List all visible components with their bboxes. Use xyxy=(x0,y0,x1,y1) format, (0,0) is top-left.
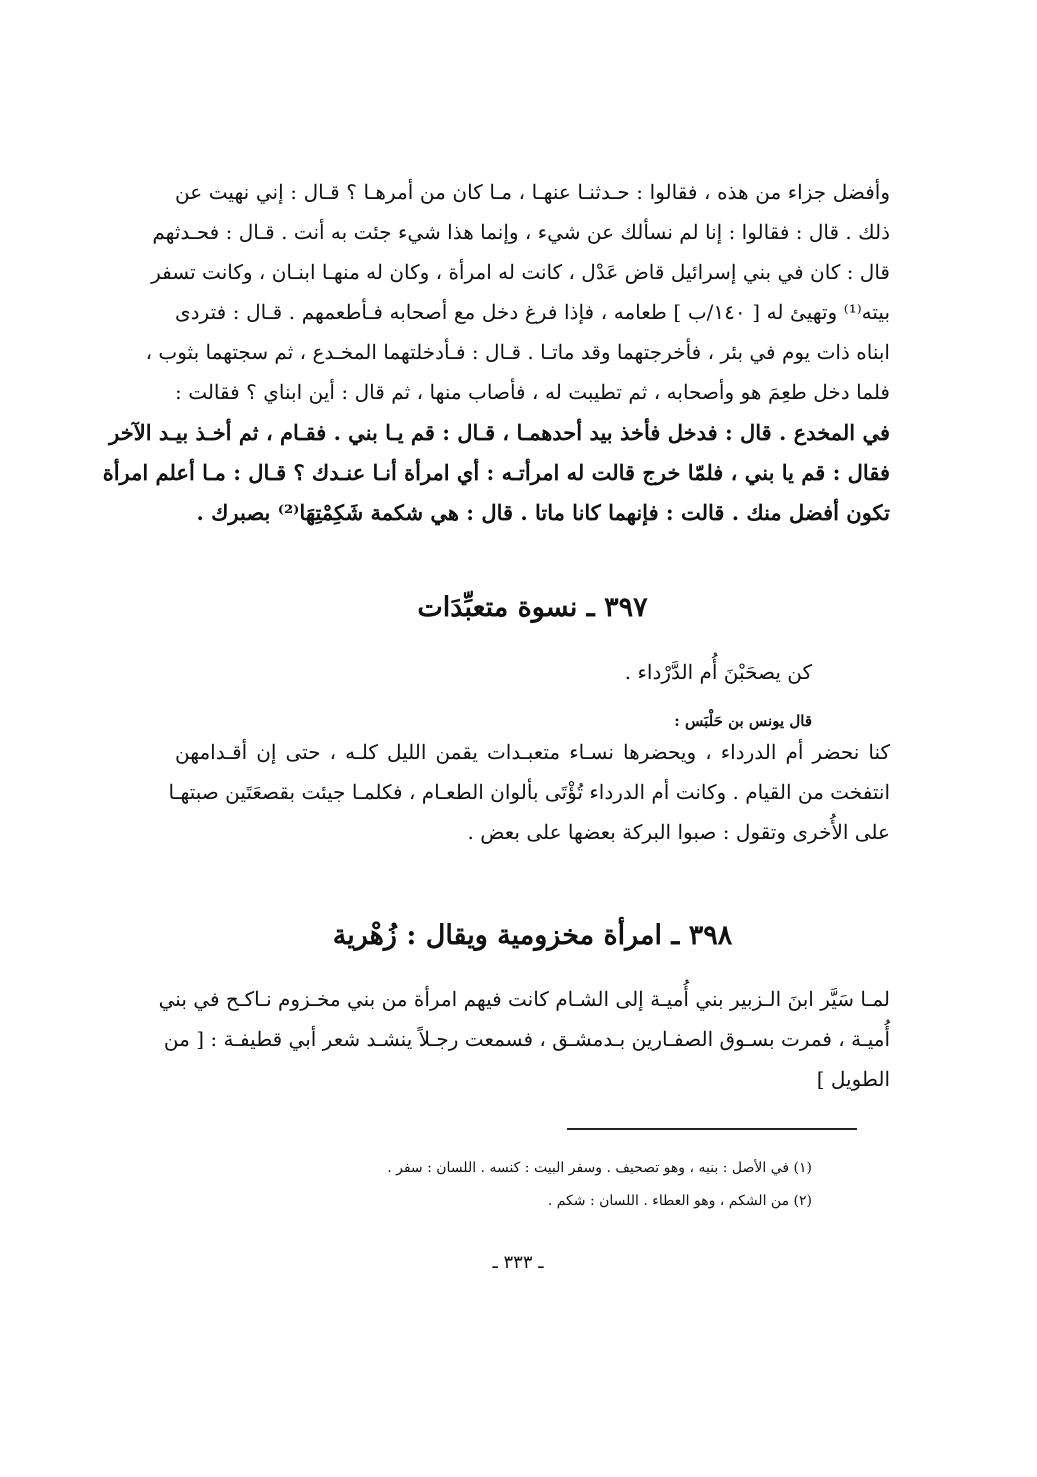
footnote-divider xyxy=(567,1128,857,1130)
text-line: لمـا سَيَّر ابنَ الـزبير بني أُميـة إلى الشـام كانت فيهم امرأة من بني مخـزوم نـاكـح في بني xyxy=(158,987,890,1011)
narrator-line: قال يونس بن حَلْبَس : xyxy=(674,712,812,730)
text-line: فلما دخل طعِمَ هو وأصحابه ، ثم تطيبت له ، فأصاب منها ، ثم قال : أين ابناي ؟ فقالت : xyxy=(175,380,890,404)
paragraph-398 xyxy=(158,987,890,1117)
text-line: قال : كان في بني إسرائيل قاض عَدْل ، كانت له امرأة ، وكان له منهـا ابنـان ، وكانت تسفر xyxy=(151,260,890,284)
page-number: ـ ٣٣٣ ـ xyxy=(492,1252,544,1273)
paragraph-397 xyxy=(168,740,890,860)
text-line: ذلك . قال : فقالوا : إنا لم نسألك عن شيء ، وإنما هذا شيء جئت به أنت . قـال : فحـدثهم xyxy=(152,220,890,244)
footnote-1: (١) في الأصل : بنيه ، وهو تصحيف . وسفر البيت : كنسه . اللسان : سفر . xyxy=(387,1160,812,1176)
text-line: ابناه ذات يوم في بئر ، فأخرجتهما وقد ماتـا . قـال : فـأدخلتهما المخـدع ، ثم سجتهما بثوب ، xyxy=(145,340,890,364)
footnote-2: (٢) من الشكم ، وهو العطاء . اللسان : شكم . xyxy=(547,1193,812,1209)
text-line: أُميـة ، فمرت بسـوق الصفـارين بـدمشـق ، فسمعت رجـلاً ينشـد شعر أبي قطيفـة : [ من xyxy=(163,1027,890,1051)
text-line: كنا نحضر أم الدرداء ، ويحضرها نسـاء متعبـدات يقمن الليل كلـه ، حتى إن أقـدامهن xyxy=(175,740,890,764)
section-intro: كن يصحَبْنَ أُم الدَّرْداء . xyxy=(624,660,812,684)
section-heading-398: ٣٩٨ ـ امرأة مخزومية ويقال : زُهْرية xyxy=(332,920,733,951)
text-line: الطويل ] xyxy=(816,1067,890,1091)
section-heading-397: ٣٩٧ ـ نسوة متعبِّدَات xyxy=(417,592,648,623)
bold-text-line: تكون أفضل منك . قالت : فإنهما كانا ماتا . قال : هي شكمة شَكِمْتِهَا⁽²⁾ بصبرك . xyxy=(196,500,890,525)
text-line: انتفخت من القيام . وكانت أم الدرداء تُؤْتَى بألوان الطعـام ، فكلمـا جيئت بقصعَتَين صبتهـا xyxy=(168,780,890,804)
bold-text-line: في المخدع . قال : فدخل فأخذ بيد أحدهمـا ، قـال : قم يـا بني . فقـام ، ثم أخـذ بيـد الآخر xyxy=(109,420,890,445)
bold-text-line: فقال : قم يا بني ، فلمّا خرج قالت له امرأتـه : أي امرأة أنـا عنـدك ؟ قـال : مـا أعلم امرأة xyxy=(102,460,890,485)
text-line: على الأُخرى وتقول : صبوا البركة بعضها على بعض . xyxy=(467,820,890,844)
paragraph-story xyxy=(102,180,891,550)
text-line: وأفضل جزاء من هذه ، فقالوا : حـدثنـا عنهـا ، مـا كان من أمرهـا ؟ قـال : إني نهيت عن xyxy=(175,180,890,204)
text-line: بيته⁽¹⁾ وتهيئ له [ ١٤٠/ب ] طعامه ، فإذا فرغ دخل مع أصحابه فـأطعمهم . قـال : فتردى xyxy=(175,300,891,324)
